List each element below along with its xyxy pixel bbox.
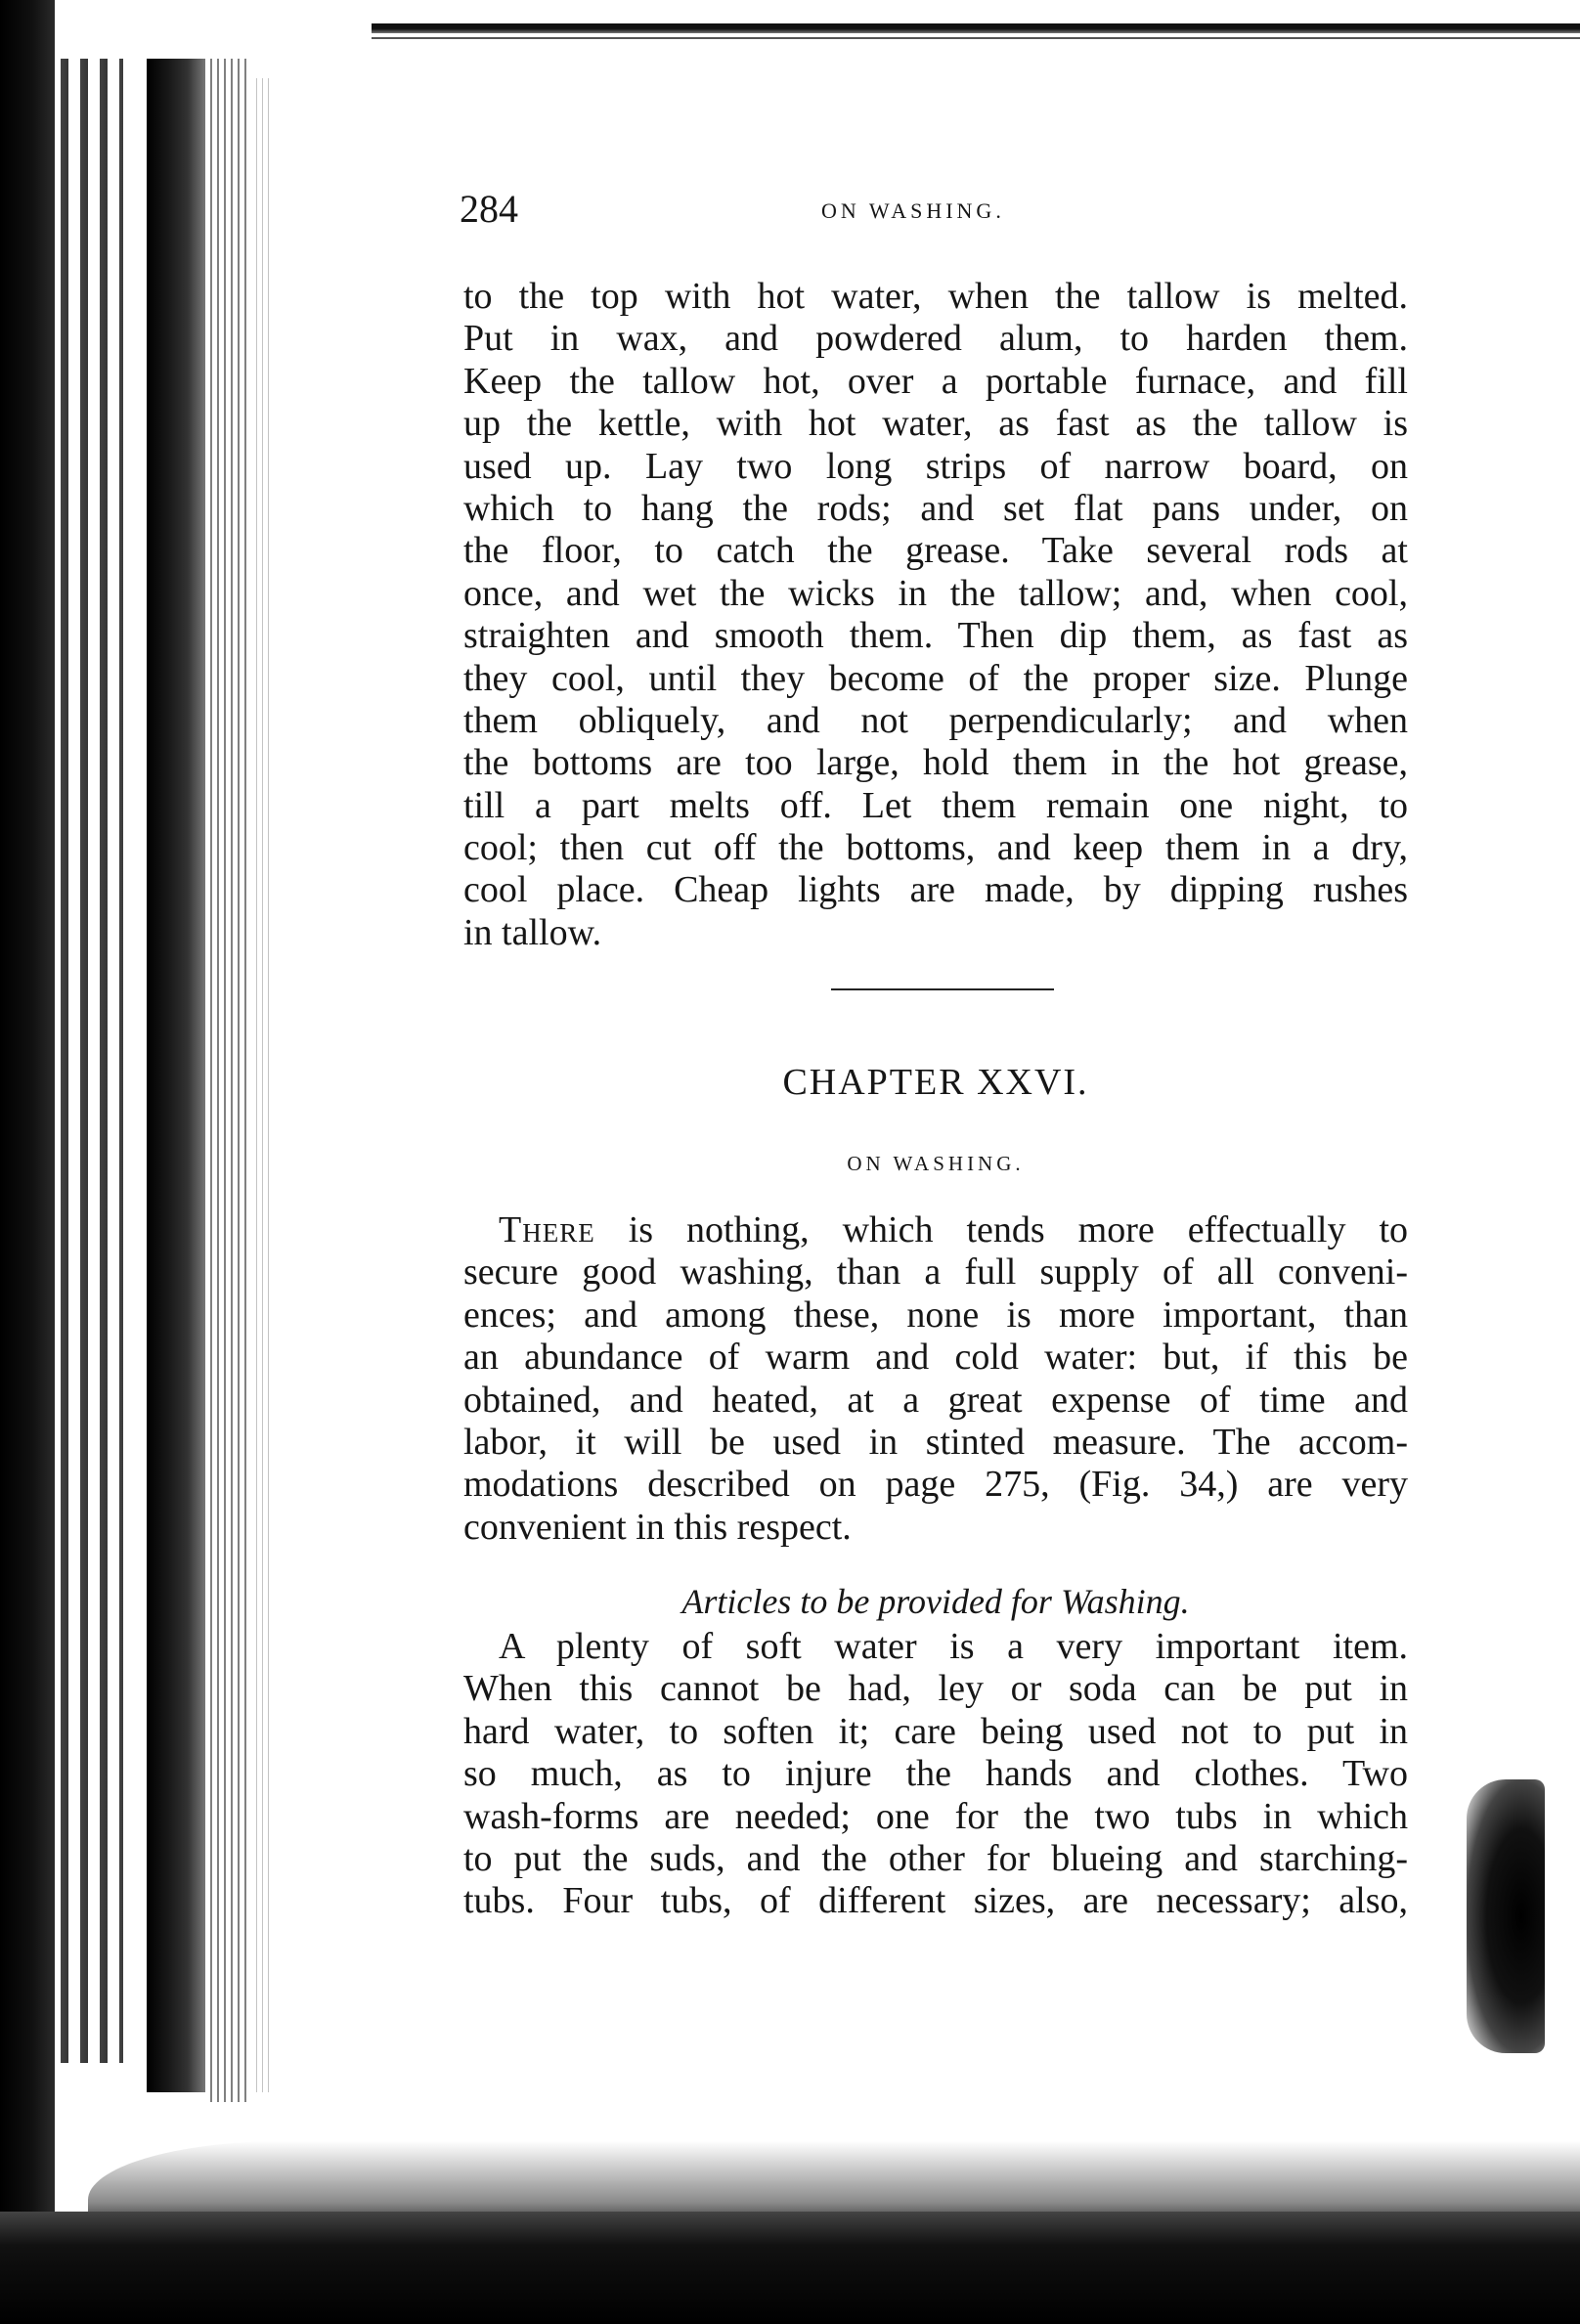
gutter-shadow bbox=[147, 59, 205, 2092]
page-edges-left bbox=[55, 59, 123, 2063]
paragraph-first-line: is nothing, which tends more effectually to bbox=[594, 1209, 1408, 1250]
section-divider bbox=[831, 988, 1054, 990]
page-edges-fine bbox=[256, 78, 274, 2092]
chapter-title: CHAPTER XXVI. bbox=[782, 1062, 1089, 1103]
text-line: cool; then cut off the bottoms, and keep them in a dry, bbox=[463, 827, 1408, 869]
text-line: ences; and among these, none is more important, than bbox=[463, 1294, 1408, 1336]
text-line: so much, as to injure the hands and clothes. Two bbox=[463, 1753, 1408, 1795]
articles-first-line: A plenty of soft water is a very important item. bbox=[499, 1626, 1408, 1667]
text-line: an abundance of warm and cold water: but, if this be bbox=[463, 1337, 1408, 1379]
text-line: labor, it will be used in stinted measure. The accom- bbox=[463, 1421, 1408, 1463]
text-line: the bottoms are too large, hold them in the hot grease, bbox=[463, 742, 1408, 784]
text-line: which to hang the rods; and set flat pans under, on bbox=[463, 487, 1408, 529]
scan-top-edge bbox=[372, 23, 1580, 33]
page-number: 284 bbox=[460, 187, 518, 231]
text-line: When this cannot be had, ley or soda can be put in bbox=[463, 1668, 1408, 1710]
text-line: the floor, to catch the grease. Take several rods at bbox=[463, 530, 1408, 572]
page-edges-stack bbox=[210, 59, 249, 2102]
text-line: straighten and smooth them. Then dip them, as fast as bbox=[463, 615, 1408, 657]
text-line bbox=[463, 1209, 1408, 1251]
text-line: used up. Lay two long strips of narrow board, on bbox=[463, 445, 1408, 487]
text-line: obtained, and heated, at a great expense of time and bbox=[463, 1379, 1408, 1421]
text-line: to the top with hot water, when the tallow is melted. bbox=[463, 276, 1408, 317]
page-header bbox=[460, 186, 1408, 244]
text-line: in tallow. bbox=[463, 911, 602, 953]
text-line: Put in wax, and powdered alum, to harden them. bbox=[463, 318, 1408, 360]
text-line: hard water, to soften it; care being used not to put in bbox=[463, 1710, 1408, 1752]
text-line: them obliquely, and not perpendicularly; and when bbox=[463, 699, 1408, 741]
book-spine-shadow bbox=[0, 0, 55, 2324]
text-line: secure good washing, than a full supply of all conveni- bbox=[463, 1251, 1408, 1294]
paragraph-lead-word: There bbox=[499, 1209, 595, 1250]
text-line: once, and wet the wicks in the tallow; and, when cool, bbox=[463, 572, 1408, 614]
text-line: up the kettle, with hot water, as fast as the tallow is bbox=[463, 403, 1408, 445]
scan-bottom-edge bbox=[0, 2212, 1580, 2324]
text-line: cool place. Cheap lights are made, by dipping rushes bbox=[463, 869, 1408, 911]
text-line: modations described on page 275, (Fig. 34,) are very bbox=[463, 1464, 1408, 1506]
text-line: wash-forms are needed; one for the two tubs in which bbox=[463, 1795, 1408, 1837]
scan-top-edge-line bbox=[372, 37, 1580, 39]
running-head: ON WASHING. bbox=[821, 198, 1005, 223]
chapter-subtitle: ON WASHING. bbox=[847, 1152, 1025, 1175]
text-line: tubs. Four tubs, of different sizes, are necessary; also, bbox=[463, 1880, 1408, 1922]
text-line: to put the suds, and the other for blueing and starching- bbox=[463, 1837, 1408, 1879]
text-line: till a part melts off. Let them remain one night, to bbox=[463, 784, 1408, 826]
text-line: they cool, until they become of the proper size. Plunge bbox=[463, 657, 1408, 699]
text-line bbox=[463, 1626, 1408, 1668]
text-line: Keep the tallow hot, over a portable furnace, and fill bbox=[463, 360, 1408, 402]
articles-paragraph bbox=[463, 1626, 1408, 1923]
text-line: convenient in this respect. bbox=[463, 1506, 852, 1548]
opening-paragraph bbox=[463, 1209, 1408, 1549]
continued-paragraph bbox=[463, 276, 1408, 954]
scan-right-shadow bbox=[1467, 1779, 1545, 2053]
articles-heading: Articles to be provided for Washing. bbox=[681, 1582, 1190, 1621]
